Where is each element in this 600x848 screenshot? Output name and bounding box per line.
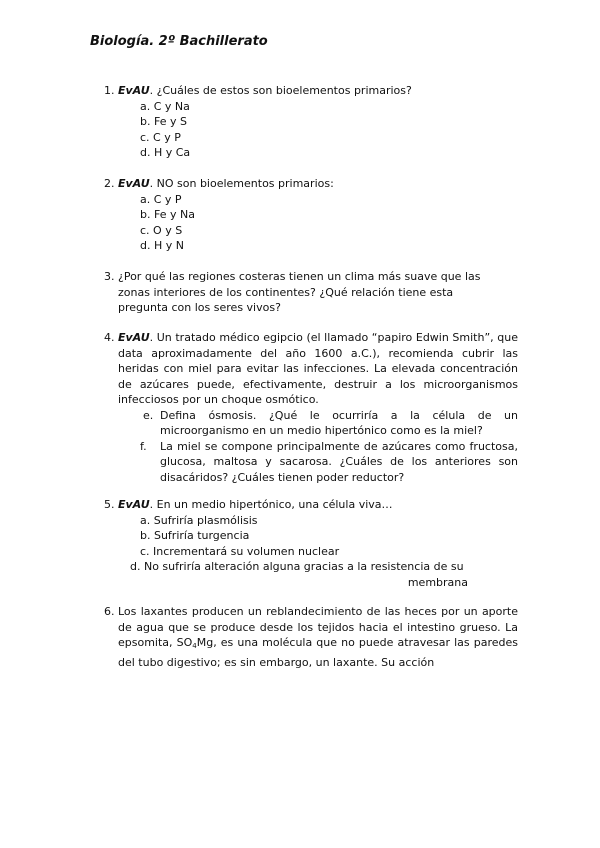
option-d: d. H y Ca: [140, 146, 191, 159]
question-number: 5.: [104, 498, 115, 511]
option-d-continuation: membrana: [407, 575, 468, 589]
option-c: c. Incrementará su volumen nuclear: [140, 544, 340, 558]
option-b: b. Fe y S: [140, 115, 187, 128]
question-number: 1.: [104, 84, 115, 97]
question-1: [104, 83, 518, 161]
option-b: b. Sufriría turgencia: [140, 529, 250, 542]
question-5: [104, 497, 518, 590]
option-c: c. O y S: [140, 223, 183, 237]
page-header-title: Biología. 2º Bachillerato: [90, 34, 268, 49]
question-number: 3.: [104, 270, 115, 283]
question-text: . En un medio hipertónico, una célula viva…: [149, 498, 393, 511]
question-6: [104, 604, 518, 670]
subquestion-label: e.: [143, 408, 154, 422]
question-line: ¿Por qué las regiones costeras tienen un clima más suave que las: [118, 270, 481, 283]
option-c: c. C y P: [140, 130, 181, 144]
subquestion-f: [118, 439, 518, 486]
question-text-part: Los laxantes producen un reblandecimiento de las heces por un aporte de agua que se produce desde los tejidos hacia el intestino grueso. La epsomita, SO: [118, 605, 518, 649]
option-d: d. H y N: [140, 239, 184, 252]
question-text: . Un tratado médico egipcio (el llamado “papiro Edwin Smith”, que data aproximadamente del año 1600 a.C.), recomienda cubrir las heridas con miel para evitar las infecciones. La elevada concentración de azúcares puede, efectivamente, destruir a los microorganismos infecciosos por un choque osmótico.: [118, 331, 518, 406]
question-text: . ¿Cuáles de estos son bioelementos primarios?: [149, 84, 412, 97]
question-4: [104, 330, 518, 485]
subquestion-e: [118, 408, 518, 439]
subscript: 4: [192, 642, 197, 650]
question-line: zonas interiores de los continentes? ¿Qué relación tiene esta: [118, 285, 454, 299]
option-d: d. No sufriría alteración alguna gracias a la resistencia de su: [130, 560, 464, 573]
question-text: . NO son bioelementos primarios:: [149, 177, 334, 190]
question-text-part: Mg, es una molécula que no puede atravesar las paredes del tubo digestivo; es sin embargo, un laxante. Su acción: [118, 636, 518, 669]
evau-tag: EvAU: [118, 498, 150, 511]
question-line: pregunta con los seres vivos?: [118, 301, 281, 314]
option-a: a. C y P: [140, 192, 182, 206]
question-number: 2.: [104, 177, 115, 190]
question-3: [104, 269, 518, 316]
question-number: 6.: [104, 605, 115, 618]
evau-tag: EvAU: [118, 84, 150, 97]
option-b: b. Fe y Na: [140, 208, 195, 221]
subquestion-text: La miel se compone principalmente de azúcares como fructosa, glucosa, maltosa y sacarosa. ¿Cuáles de los anteriores son disacáridos? ¿Cuáles tienen poder reductor?: [160, 439, 518, 484]
evau-tag: EvAU: [118, 177, 150, 190]
question-number: 4.: [104, 331, 115, 344]
question-2: [104, 176, 518, 254]
subquestion-label: f.: [140, 439, 147, 453]
evau-tag: EvAU: [118, 331, 150, 344]
option-a: a. Sufriría plasmólisis: [140, 513, 258, 527]
option-a: a. C y Na: [140, 99, 190, 113]
subquestion-text: Defina ósmosis. ¿Qué le ocurriría a la célula de un microorganismo en un medio hipertónico como es la miel?: [160, 408, 518, 437]
